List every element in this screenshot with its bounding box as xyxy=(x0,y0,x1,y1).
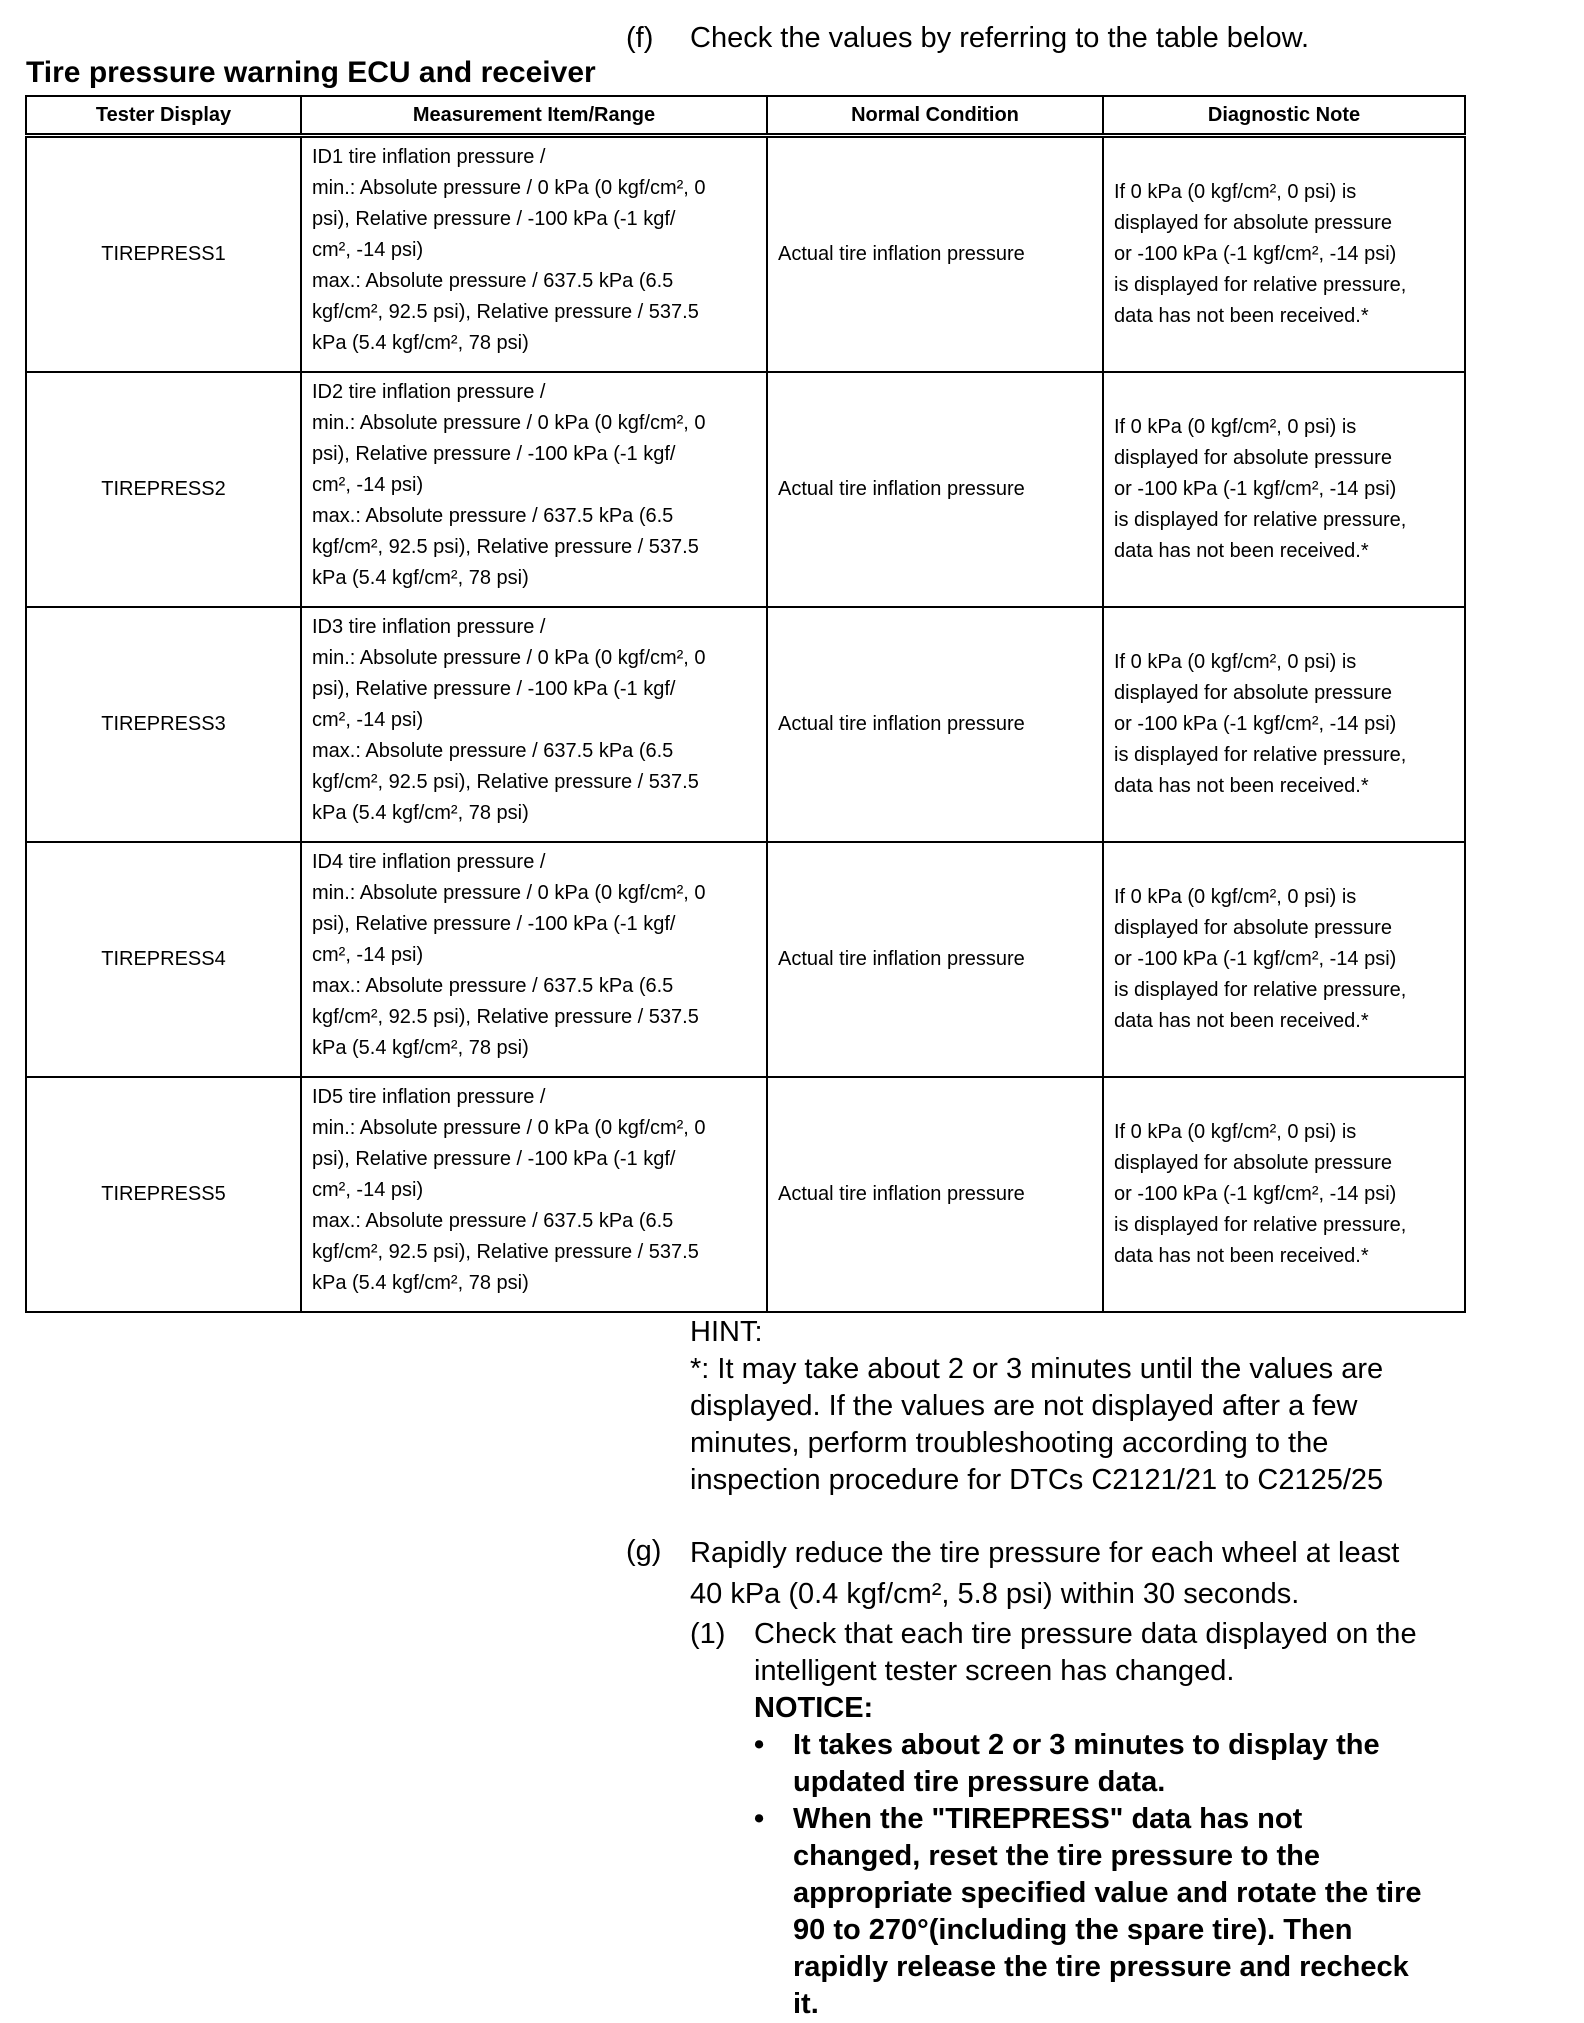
tester-display-cell: TIREPRESS5 xyxy=(26,1077,301,1312)
tester-display-cell: TIREPRESS4 xyxy=(26,842,301,1077)
notice-item xyxy=(754,1801,1484,2023)
measurement-cell xyxy=(301,1077,767,1312)
notice-item xyxy=(754,1727,1484,1801)
substep-line: Check that each tire pressure data displayed on the xyxy=(754,1618,1417,1650)
measurement-line: cm², -14 psi) xyxy=(312,944,424,966)
hint-label: HINT: xyxy=(690,1316,763,1348)
note-line: If 0 kPa (0 kgf/cm², 0 psi) is xyxy=(1114,416,1357,438)
notice-line: updated tire pressure data. xyxy=(793,1766,1166,1798)
measurement-line: kPa (5.4 kgf/cm², 78 psi) xyxy=(312,1037,529,1059)
note-line: displayed for absolute pressure xyxy=(1114,917,1392,939)
table-header-row xyxy=(26,96,1465,136)
note-line: data has not been received.* xyxy=(1114,1010,1369,1032)
note-line: or -100 kPa (-1 kgf/cm², -14 psi) xyxy=(1114,478,1397,500)
measurement-line: kgf/cm², 92.5 psi), Relative pressure / 537.5 xyxy=(312,1006,699,1028)
note-line: displayed for absolute pressure xyxy=(1114,1152,1392,1174)
notice-line: 90 to 270°(including the spare tire). Then xyxy=(793,1914,1353,1946)
measurement-line: min.: Absolute pressure / 0 kPa (0 kgf/cm², 0 xyxy=(312,647,706,669)
measurement-cell xyxy=(301,842,767,1077)
tester-display-cell: TIREPRESS2 xyxy=(26,372,301,607)
note-line: or -100 kPa (-1 kgf/cm², -14 psi) xyxy=(1114,948,1397,970)
measurement-line: psi), Relative pressure / -100 kPa (-1 kgf/ xyxy=(312,208,676,230)
diagnostic-note-cell xyxy=(1103,607,1465,842)
bullet-icon: • xyxy=(754,1729,765,1761)
step-g-text xyxy=(690,1533,1480,1615)
table-title: Tire pressure warning ECU and receiver xyxy=(26,56,596,89)
measurement-line: psi), Relative pressure / -100 kPa (-1 kgf/ xyxy=(312,678,676,700)
substep-1 xyxy=(754,1616,1484,2023)
measurement-cell xyxy=(301,136,767,373)
table-row xyxy=(26,372,1465,607)
normal-condition-cell: Actual tire inflation pressure xyxy=(767,136,1103,373)
notice-line: It takes about 2 or 3 minutes to display the xyxy=(793,1729,1380,1761)
tester-display-cell: TIREPRESS3 xyxy=(26,607,301,842)
measurement-line: min.: Absolute pressure / 0 kPa (0 kgf/cm², 0 xyxy=(312,177,706,199)
measurement-line: kgf/cm², 92.5 psi), Relative pressure / 537.5 xyxy=(312,771,699,793)
measurement-line: min.: Absolute pressure / 0 kPa (0 kgf/cm², 0 xyxy=(312,412,706,434)
step-g-line: 40 kPa (0.4 kgf/cm², 5.8 psi) within 30 seconds. xyxy=(690,1578,1300,1610)
note-line: is displayed for relative pressure, xyxy=(1114,1214,1407,1236)
measurement-line: cm², -14 psi) xyxy=(312,709,424,731)
measurement-line: min.: Absolute pressure / 0 kPa (0 kgf/cm², 0 xyxy=(312,882,706,904)
note-line: is displayed for relative pressure, xyxy=(1114,274,1407,296)
note-line: data has not been received.* xyxy=(1114,540,1369,562)
header-diagnostic-note: Diagnostic Note xyxy=(1103,96,1465,136)
step-f-text: Check the values by referring to the table below. xyxy=(690,22,1310,54)
tire-pressure-table xyxy=(25,95,1466,1313)
measurement-line: max.: Absolute pressure / 637.5 kPa (6.5 xyxy=(312,1210,674,1232)
notice-label: NOTICE: xyxy=(754,1692,874,1724)
header-measurement-item: Measurement Item/Range xyxy=(301,96,767,136)
note-line: displayed for absolute pressure xyxy=(1114,682,1392,704)
normal-condition-cell: Actual tire inflation pressure xyxy=(767,842,1103,1077)
note-line: is displayed for relative pressure, xyxy=(1114,979,1407,1001)
hint-line: inspection procedure for DTCs C2121/21 to C2125/25 xyxy=(690,1464,1384,1496)
measurement-line: kPa (5.4 kgf/cm², 78 psi) xyxy=(312,567,529,589)
hint-block xyxy=(690,1314,1470,1499)
note-line: or -100 kPa (-1 kgf/cm², -14 psi) xyxy=(1114,243,1397,265)
normal-condition-cell: Actual tire inflation pressure xyxy=(767,607,1103,842)
diagnostic-note-cell xyxy=(1103,1077,1465,1312)
measurement-line: max.: Absolute pressure / 637.5 kPa (6.5 xyxy=(312,740,674,762)
measurement-line: cm², -14 psi) xyxy=(312,239,424,261)
table-row xyxy=(26,136,1465,373)
measurement-line: cm², -14 psi) xyxy=(312,1179,424,1201)
table-row xyxy=(26,1077,1465,1312)
hint-line: minutes, perform troubleshooting according to the xyxy=(690,1427,1329,1459)
measurement-line: kgf/cm², 92.5 psi), Relative pressure / 537.5 xyxy=(312,536,699,558)
substep-1-label: (1) xyxy=(690,1618,726,1650)
note-line: or -100 kPa (-1 kgf/cm², -14 psi) xyxy=(1114,713,1397,735)
diagnostic-note-cell xyxy=(1103,136,1465,373)
note-line: If 0 kPa (0 kgf/cm², 0 psi) is xyxy=(1114,1121,1357,1143)
note-line: data has not been received.* xyxy=(1114,305,1369,327)
measurement-line: ID5 tire inflation pressure / xyxy=(312,1086,546,1108)
measurement-line: psi), Relative pressure / -100 kPa (-1 kgf/ xyxy=(312,1148,676,1170)
measurement-line: psi), Relative pressure / -100 kPa (-1 kgf/ xyxy=(312,913,676,935)
header-normal-condition: Normal Condition xyxy=(767,96,1103,136)
note-line: or -100 kPa (-1 kgf/cm², -14 psi) xyxy=(1114,1183,1397,1205)
hint-line: displayed. If the values are not displayed after a few xyxy=(690,1390,1358,1422)
measurement-cell xyxy=(301,607,767,842)
note-line: If 0 kPa (0 kgf/cm², 0 psi) is xyxy=(1114,651,1357,673)
step-g-label: (g) xyxy=(626,1535,662,1567)
tester-display-cell: TIREPRESS1 xyxy=(26,136,301,373)
measurement-line: kgf/cm², 92.5 psi), Relative pressure / 537.5 xyxy=(312,301,699,323)
measurement-line: cm², -14 psi) xyxy=(312,474,424,496)
table-row xyxy=(26,842,1465,1077)
header-tester-display: Tester Display xyxy=(26,96,301,136)
note-line: data has not been received.* xyxy=(1114,775,1369,797)
note-line: displayed for absolute pressure xyxy=(1114,447,1392,469)
measurement-line: kPa (5.4 kgf/cm², 78 psi) xyxy=(312,332,529,354)
measurement-line: kgf/cm², 92.5 psi), Relative pressure / 537.5 xyxy=(312,1241,699,1263)
measurement-line: psi), Relative pressure / -100 kPa (-1 kgf/ xyxy=(312,443,676,465)
notice-list xyxy=(754,1727,1484,2023)
note-line: is displayed for relative pressure, xyxy=(1114,744,1407,766)
diagnostic-note-cell xyxy=(1103,842,1465,1077)
measurement-line: kPa (5.4 kgf/cm², 78 psi) xyxy=(312,802,529,824)
measurement-line: min.: Absolute pressure / 0 kPa (0 kgf/cm², 0 xyxy=(312,1117,706,1139)
normal-condition-cell: Actual tire inflation pressure xyxy=(767,372,1103,607)
diagnostic-note-cell xyxy=(1103,372,1465,607)
measurement-line: ID2 tire inflation pressure / xyxy=(312,381,546,403)
note-line: displayed for absolute pressure xyxy=(1114,212,1392,234)
measurement-line: max.: Absolute pressure / 637.5 kPa (6.5 xyxy=(312,975,674,997)
substep-line: intelligent tester screen has changed. xyxy=(754,1655,1235,1687)
normal-condition-cell: Actual tire inflation pressure xyxy=(767,1077,1103,1312)
hint-line: *: It may take about 2 or 3 minutes until the values are xyxy=(690,1353,1384,1385)
notice-line: it. xyxy=(793,1988,819,2020)
step-f-label: (f) xyxy=(626,22,654,54)
notice-line: appropriate specified value and rotate the tire xyxy=(793,1877,1422,1909)
note-line: is displayed for relative pressure, xyxy=(1114,509,1407,531)
measurement-cell xyxy=(301,372,767,607)
measurement-line: ID4 tire inflation pressure / xyxy=(312,851,546,873)
notice-line: rapidly release the tire pressure and recheck xyxy=(793,1951,1409,1983)
measurement-line: kPa (5.4 kgf/cm², 78 psi) xyxy=(312,1272,529,1294)
measurement-line: ID3 tire inflation pressure / xyxy=(312,616,546,638)
note-line: If 0 kPa (0 kgf/cm², 0 psi) is xyxy=(1114,181,1357,203)
measurement-line: max.: Absolute pressure / 637.5 kPa (6.5 xyxy=(312,505,674,527)
measurement-line: ID1 tire inflation pressure / xyxy=(312,146,546,168)
table-row xyxy=(26,607,1465,842)
note-line: If 0 kPa (0 kgf/cm², 0 psi) is xyxy=(1114,886,1357,908)
note-line: data has not been received.* xyxy=(1114,1245,1369,1267)
notice-line: changed, reset the tire pressure to the xyxy=(793,1840,1320,1872)
step-g-line: Rapidly reduce the tire pressure for each wheel at least xyxy=(690,1537,1400,1569)
notice-line: When the "TIREPRESS" data has not xyxy=(793,1803,1303,1835)
measurement-line: max.: Absolute pressure / 637.5 kPa (6.5 xyxy=(312,270,674,292)
bullet-icon: • xyxy=(754,1803,765,1835)
